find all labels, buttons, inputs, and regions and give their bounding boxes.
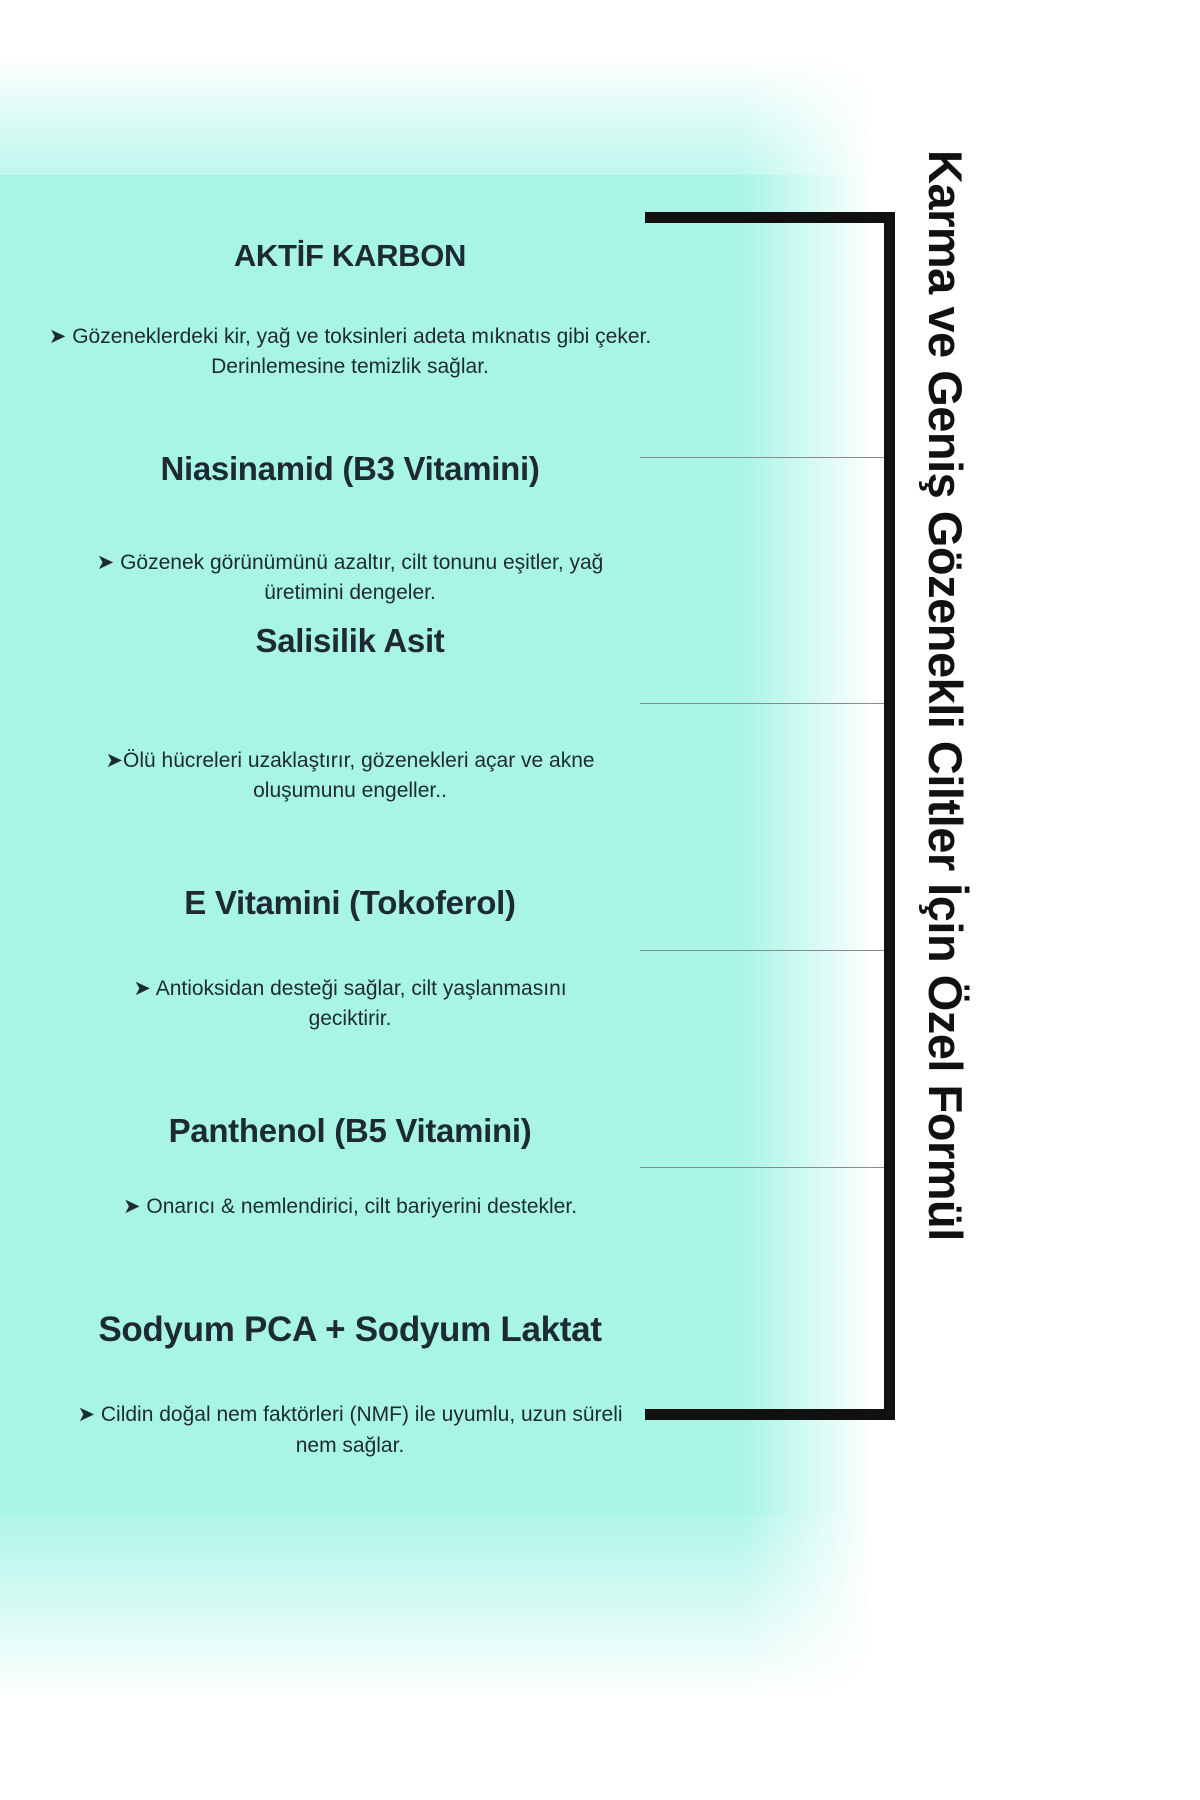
side-title	[900, 0, 1200, 1800]
ingredient-description: ➤ Antioksidan desteği sağlar, cilt yaşlanmasını geciktirir.	[133, 976, 567, 1031]
bracket-top-bar	[645, 212, 895, 223]
ingredient-item	[0, 622, 700, 807]
ingredient-item	[0, 1310, 700, 1461]
ingredient-description: ➤ Cildin doğal nem faktörleri (NMF) ile uyumlu, uzun süreli nem sağlar.	[77, 1403, 623, 1457]
ingredient-item	[0, 884, 700, 1035]
ingredient-item	[0, 238, 700, 383]
ingredient-title: Niasinamid (B3 Vitamini)	[160, 450, 540, 487]
ingredient-title: Salisilik Asit	[255, 622, 445, 659]
bracket-right-bar	[884, 212, 895, 1420]
ingredient-item	[0, 1112, 700, 1222]
ingredient-title: Panthenol (B5 Vitamini)	[168, 1112, 532, 1149]
ingredient-item	[0, 450, 700, 609]
side-title-text: Karma ve Geniş Gözenekli Ciltler İçin Özel Formül	[919, 150, 972, 1241]
ingredient-description: ➤ Gözenek görünümünü azaltır, cilt tonunu eşitler, yağ üretimini dengeler.	[96, 550, 604, 605]
ingredient-title: AKTİF KARBON	[233, 238, 467, 273]
ingredient-description: ➤ Onarıcı & nemlendirici, cilt bariyerini destekler.	[122, 1194, 578, 1218]
ingredient-description: ➤ Gözeneklerdeki kir, yağ ve toksinleri adeta mıknatıs gibi çeker. Derinlemesine temizlik sağlar.	[48, 324, 652, 379]
ingredient-description: ➤Ölü hücreleri uzaklaştırır, gözenekleri açar ve akne oluşumunu engeller..	[105, 748, 595, 803]
ingredient-title: E Vitamini (Tokoferol)	[184, 884, 516, 921]
ingredient-title: Sodyum PCA + Sodyum Laktat	[98, 1310, 602, 1349]
bracket	[645, 212, 895, 1420]
